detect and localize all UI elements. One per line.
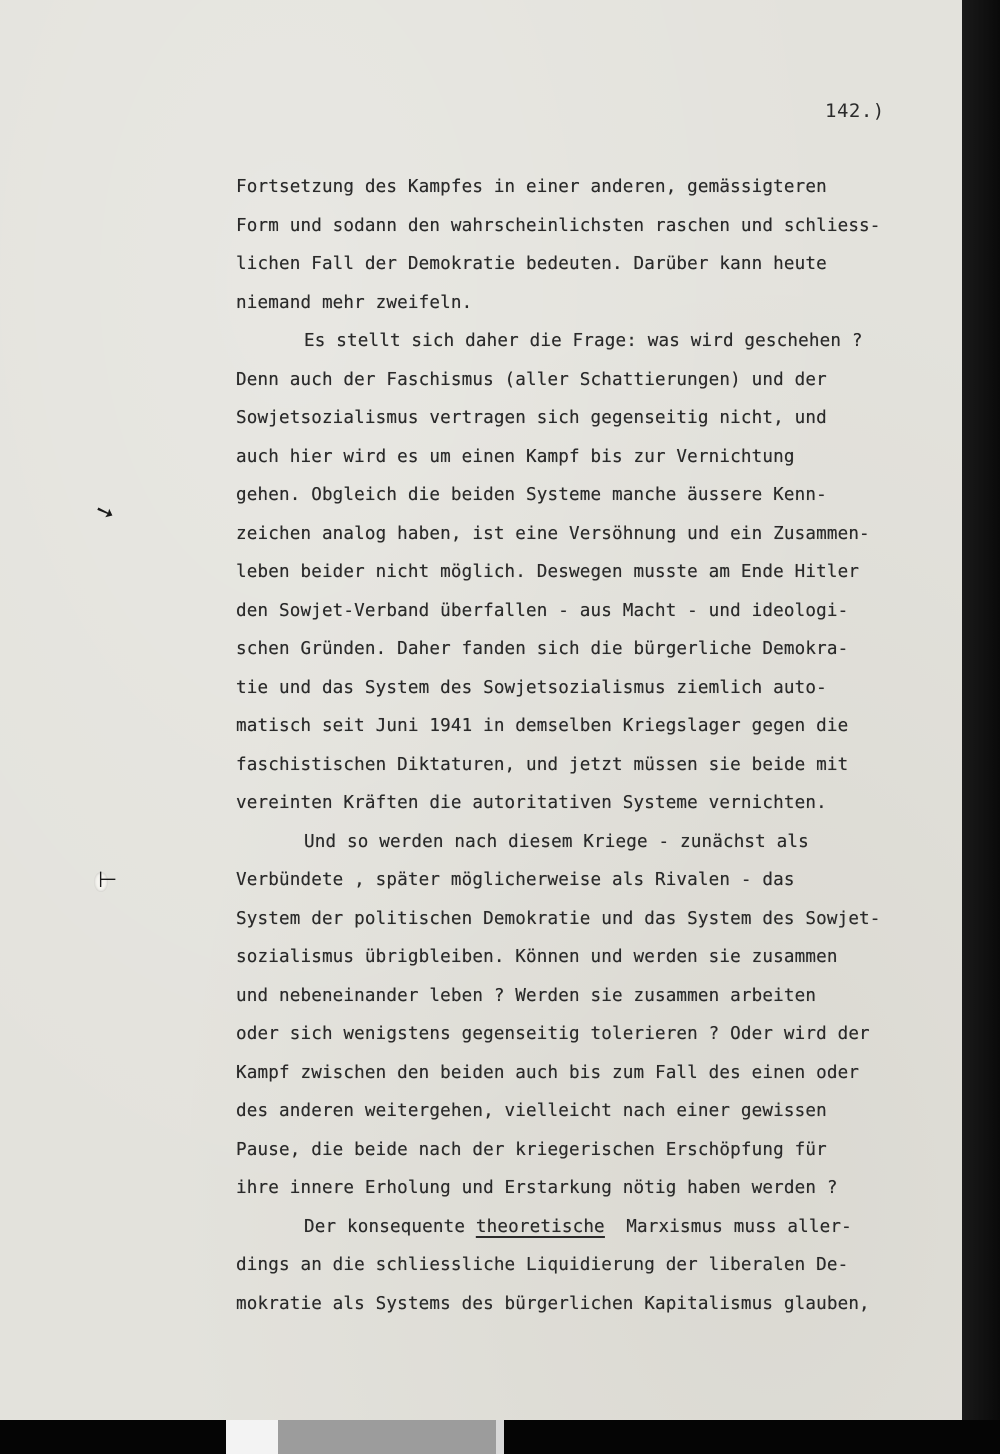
text-line: des anderen weitergehen, vielleicht nach einer gewissen (236, 1101, 827, 1121)
text-line: Form und sodann den wahrscheinlichsten raschen und schliess- (236, 215, 881, 236)
text-line: dings an die schliessliche Liquidierung der liberalen De- (236, 1255, 849, 1275)
text-line: vereinten Kräften die autoritativen Systeme vernichten. (236, 793, 827, 813)
text-line: gehen. Obgleich die beiden Systeme manche äussere Kenn- (236, 485, 827, 505)
text-line: leben beider nicht möglich. Deswegen musste am Ende Hitler (236, 562, 860, 582)
text-line: den Sowjet-Verband überfallen - aus Macht - und ideologi- (236, 600, 849, 621)
text-line: Pause, die beide nach der kriegerischen Erschöpfung für (236, 1139, 827, 1160)
text-line: oder sich wenigstens gegenseitig tolerieren ? Oder wird der (236, 1024, 870, 1044)
text-line: lichen Fall der Demokratie bedeuten. Darüber kann heute (236, 254, 827, 274)
text-line: Und so werden nach diesem Kriege - zunächst als (304, 831, 809, 852)
text-line: matisch seit Juni 1941 in demselben Kriegslager gegen die (236, 716, 849, 736)
text-line: Verbündete , später möglicherweise als Rivalen - das (236, 870, 795, 890)
margin-mark: ➘ (92, 497, 119, 528)
text-line: auch hier wird es um einen Kampf bis zur Vernichtung (236, 446, 795, 467)
page-number: 142.) (825, 100, 885, 122)
text-line: sozialismus übrigbleiben. Können und werden sie zusammen (236, 947, 838, 967)
text-line: Kampf zwischen den beiden auch bis zum Fall des einen oder (236, 1062, 860, 1083)
text-line (236, 1208, 952, 1247)
text-line: Es stellt sich daher die Frage: was wird geschehen ? (304, 331, 863, 351)
text-line: niemand mehr zweifeln. (236, 292, 473, 313)
typed-text-body (236, 168, 952, 1323)
calibration-strip-light (496, 1420, 504, 1454)
margin-mark: ⊢ (98, 868, 118, 893)
text-line: Denn auch der Faschismus (aller Schattierungen) und der (236, 369, 827, 390)
calibration-strip-gray (278, 1420, 496, 1454)
scan-border (962, 0, 1000, 1420)
calibration-strip-white (226, 1420, 278, 1454)
text-line: schen Gründen. Daher fanden sich die bürgerliche Demokra- (236, 639, 849, 659)
text-line: mokratie als Systems des bürgerlichen Kapitalismus glauben, (236, 1293, 870, 1314)
text-line: faschistischen Diktaturen, und jetzt müssen sie beide mit (236, 754, 849, 775)
text-line: tie und das System des Sowjetsozialismus ziemlich auto- (236, 677, 827, 698)
text-line: ihre innere Erholung und Erstarkung nötig haben werden ? (236, 1178, 838, 1198)
text-line: und nebeneinander leben ? Werden sie zusammen arbeiten (236, 985, 817, 1006)
text-fragment: Marxismus muss aller- (604, 1216, 852, 1237)
text-line: Sowjetsozialismus vertragen sich gegenseitig nicht, und (236, 408, 827, 428)
text-line: Fortsetzung des Kampfes in einer anderen, gemässigteren (236, 177, 827, 197)
text-fragment: Der konsequente (304, 1216, 476, 1237)
text-line: System der politischen Demokratie und das System des Sowjet- (236, 908, 881, 929)
underlined-word: theoretische (475, 1216, 605, 1237)
text-line: zeichen analog haben, ist eine Versöhnung und ein Zusammen- (236, 523, 870, 544)
